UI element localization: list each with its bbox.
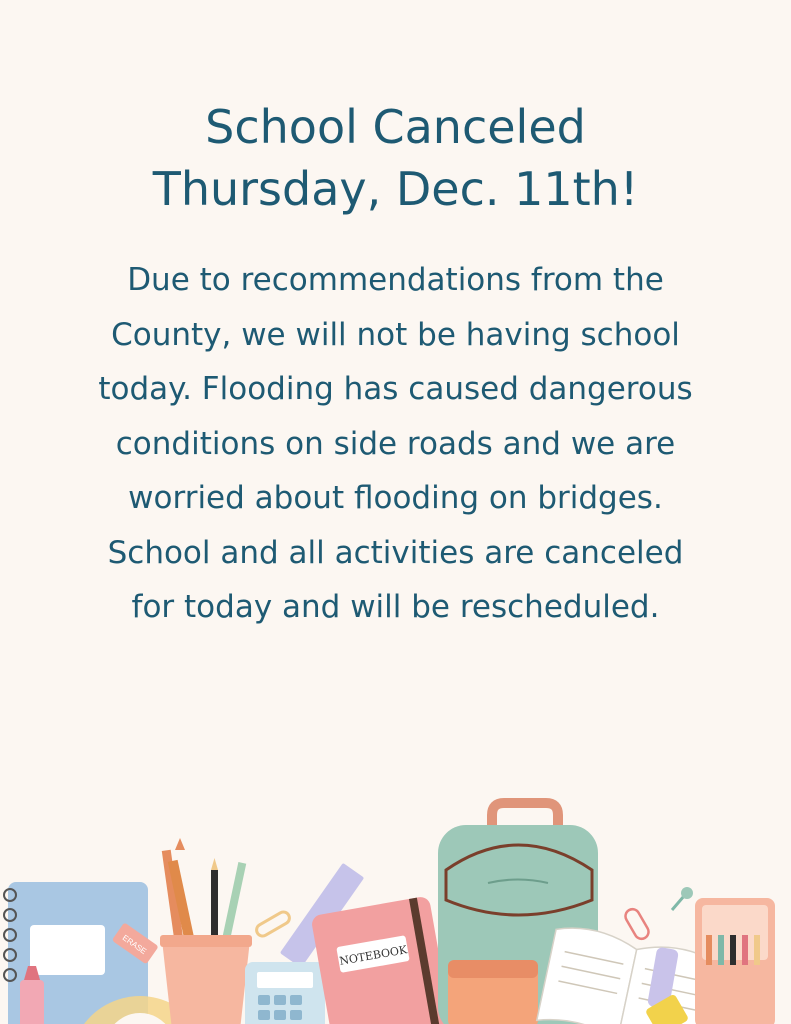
pencil-cup-icon [160, 838, 252, 1024]
school-supplies-illustration [0, 795, 791, 1024]
svg-text:NOTEBOOK: NOTEBOOK [338, 943, 409, 968]
calculator-icon [245, 962, 325, 1024]
push-pin-icon [672, 887, 693, 910]
pencil-box-icon [695, 898, 775, 1024]
open-book-icon [536, 923, 721, 1024]
title-line-1: School Canceled [205, 100, 586, 154]
svg-text:ERASE: ERASE [120, 933, 149, 957]
paperclip-icon [254, 910, 291, 938]
notice-body: Due to recommendations from the County, we will not be having school today. Flooding has caused dangerous conditions on side roads and we are worried about flooding on bridges. School and all activities are canceled for today and will be rescheduled. [98, 262, 693, 625]
notice-title [0, 96, 791, 220]
title-line-2: Thursday, Dec. 11th! [152, 162, 639, 216]
notebook-icon [310, 895, 452, 1024]
